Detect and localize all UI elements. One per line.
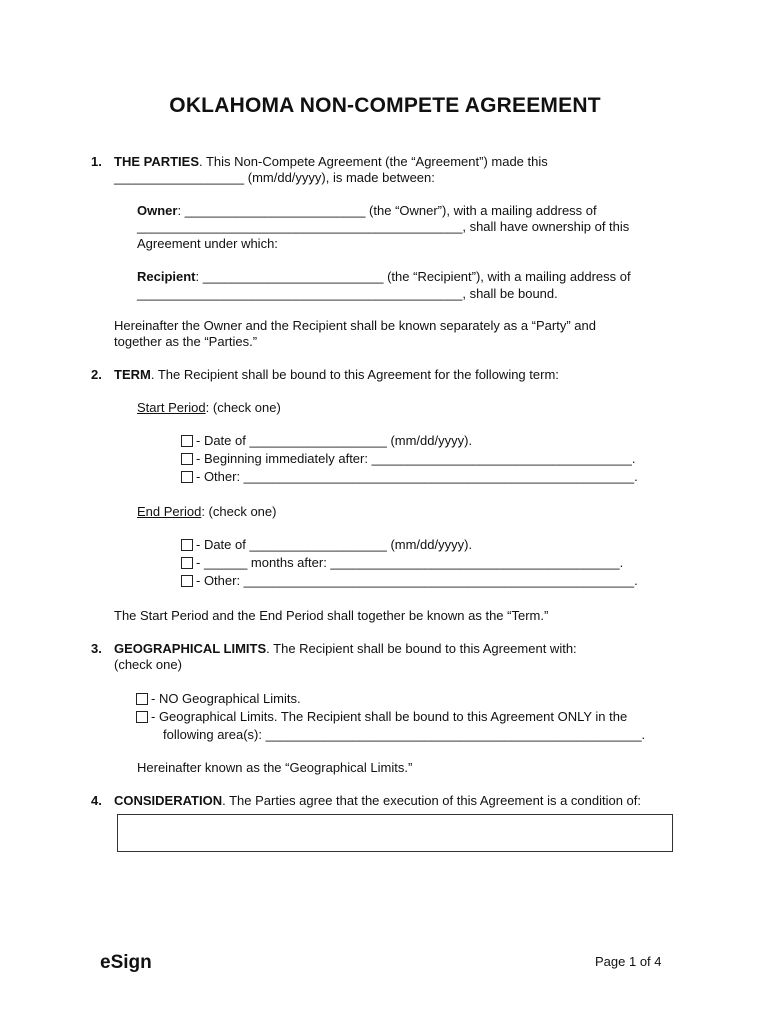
checkbox[interactable]: [181, 453, 193, 465]
start-period-label: Start Period: [137, 400, 206, 415]
owner-field[interactable]: : _________________________ (the “Owner”), with a mailing address of: [177, 203, 597, 218]
consideration-input-box[interactable]: [117, 814, 673, 852]
option-label: - NO Geographical Limits.: [151, 691, 301, 706]
option-label: - ______ months after: ________________________________________.: [196, 555, 624, 570]
checkbox[interactable]: [136, 711, 148, 723]
start-option-date: [181, 433, 472, 449]
check-one-text: (check one): [114, 657, 182, 672]
section-number: 4.: [91, 793, 102, 808]
end-option-other: [181, 573, 638, 589]
option-label: - Date of ___________________ (mm/dd/yyyy).: [196, 537, 473, 552]
option-label: - Geographical Limits. The Recipient shall be bound to this Agreement ONLY in the: [151, 709, 628, 724]
check-one-text: : (check one): [205, 400, 281, 415]
owner-label: Owner: [137, 203, 178, 218]
end-option-months: [181, 555, 623, 571]
section-heading: THE PARTIES: [114, 154, 199, 169]
end-period-heading: [137, 504, 276, 520]
owner-line-3: Agreement under which:: [137, 236, 278, 251]
start-option-other: [181, 469, 638, 485]
checkbox[interactable]: [181, 539, 193, 551]
section-4-line-1: [114, 793, 641, 809]
recipient-line-1[interactable]: [137, 269, 631, 285]
section-text: . The Parties agree that the execution of this Agreement is a condition of:: [222, 793, 642, 808]
section-text: . The Recipient shall be bound to this Agreement with:: [266, 641, 577, 656]
section-3-line-1: [114, 641, 577, 657]
option-label: - Beginning immediately after: ____________________________________.: [196, 451, 636, 466]
section-heading: CONSIDERATION: [114, 793, 223, 808]
check-one-text: : (check one): [201, 504, 277, 519]
start-option-immediately: [181, 451, 635, 467]
end-option-date: [181, 537, 472, 553]
term-closing-text: The Start Period and the End Period shall together be known as the “Term.”: [114, 608, 549, 623]
checkbox[interactable]: [181, 435, 193, 447]
geo-closing-text: Hereinafter known as the “Geographical Limits.”: [137, 760, 413, 775]
checkbox[interactable]: [181, 471, 193, 483]
section-text: . The Recipient shall be bound to this Agreement for the following term:: [150, 367, 559, 382]
page-title: OKLAHOMA NON-COMPETE AGREEMENT: [169, 94, 601, 117]
page-number: Page 1 of 4: [595, 954, 662, 969]
section-text: . This Non-Compete Agreement (the “Agreement”) made this: [199, 154, 548, 169]
hereinafter-line-2: together as the “Parties.”: [114, 334, 258, 349]
esign-logo: eSign: [100, 952, 152, 973]
agreement-date-field[interactable]: __________________ (mm/dd/yyyy), is made between:: [114, 170, 435, 185]
section-number: 2.: [91, 367, 102, 382]
section-heading: TERM: [114, 367, 151, 382]
end-period-label: End Period: [137, 504, 202, 519]
option-label: - Other: ______________________________________________________.: [196, 573, 638, 588]
geo-option-none: [136, 691, 301, 707]
owner-line-1[interactable]: [137, 203, 597, 219]
checkbox[interactable]: [181, 575, 193, 587]
option-label: - Date of ___________________ (mm/dd/yyyy).: [196, 433, 473, 448]
section-number: 3.: [91, 641, 102, 656]
geo-option-limited: [136, 709, 627, 725]
section-number: 1.: [91, 154, 102, 169]
start-period-heading: [137, 400, 281, 416]
section-heading: GEOGRAPHICAL LIMITS: [114, 641, 267, 656]
section-1-line-1: [114, 154, 548, 170]
geo-area-field[interactable]: following area(s): ____________________________________________________.: [163, 727, 646, 742]
checkbox[interactable]: [136, 693, 148, 705]
recipient-label: Recipient: [137, 269, 196, 284]
recipient-address-field[interactable]: _____________________________________________, shall be bound.: [137, 286, 558, 301]
option-label: - Other: ______________________________________________________.: [196, 469, 638, 484]
hereinafter-line-1: Hereinafter the Owner and the Recipient shall be known separately as a “Party” and: [114, 318, 596, 333]
section-2-line-1: [114, 367, 559, 383]
owner-address-field[interactable]: _____________________________________________, shall have ownership of this: [137, 219, 630, 234]
checkbox[interactable]: [181, 557, 193, 569]
recipient-field[interactable]: : _________________________ (the “Recipient”), with a mailing address of: [195, 269, 631, 284]
